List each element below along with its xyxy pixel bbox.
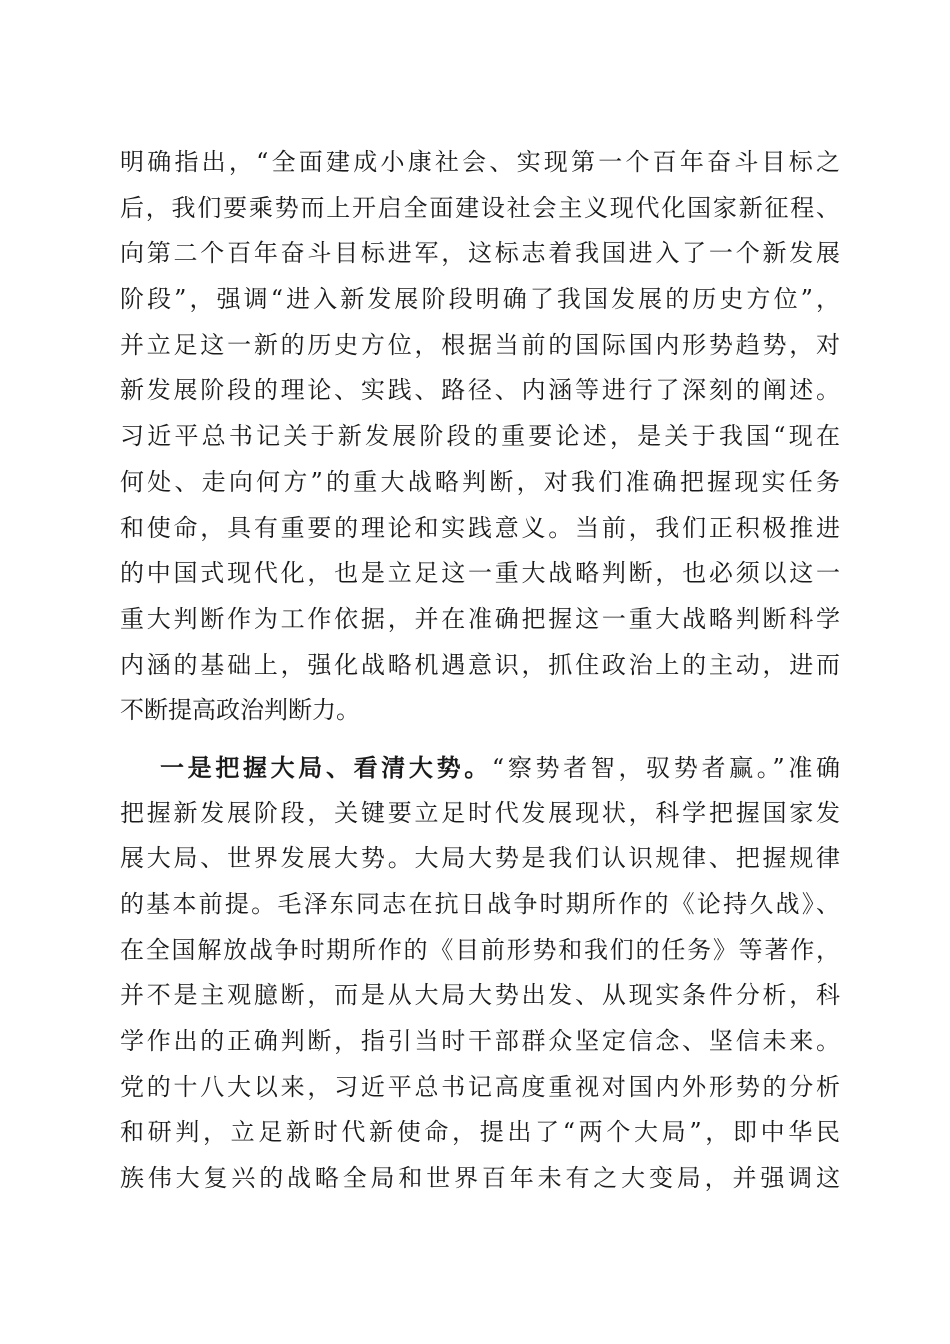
text-line: 并不是主观臆断，而是从大局大势出发、从现实条件分析，科 <box>120 981 840 1010</box>
paragraph-2 <box>120 745 840 1202</box>
text-line: 和使命，具有重要的理论和实践意义。当前，我们正积极推进 <box>120 513 840 542</box>
paragraph-gap <box>120 734 840 745</box>
text-line: 明确指出，“全面建成小康社会、实现第一个百年奋斗目标之 <box>120 148 840 176</box>
text-line: 新发展阶段的理论、实践、路径、内涵等进行了深刻的阐述。 <box>120 376 840 405</box>
text-line: 何处、走向何方”的重大战略判断，对我们准确把握现实任务 <box>120 467 840 496</box>
text-line: 并立足这一新的历史方位，根据当前的国际国内形势趋势，对 <box>120 330 840 359</box>
text-line: 展大局、世界发展大势。大局大势是我们认识规律、把握规律 <box>120 844 840 873</box>
text-line: 内涵的基础上，强化战略机遇意识，抓住政治上的主动，进而 <box>120 650 840 679</box>
text-line: 把握新发展阶段，关键要立足时代发展现状，科学把握国家发 <box>120 798 840 827</box>
text-line: 和研判，立足新时代新使命，提出了“两个大局”，即中华民 <box>120 1118 840 1147</box>
text-line: 党的十八大以来，习近平总书记高度重视对国内外形势的分析 <box>120 1072 840 1101</box>
text-line: 重大判断作为工作依据，并在准确把握这一重大战略判断科学 <box>120 604 840 633</box>
text-line: 族伟大复兴的战略全局和世界百年未有之大变局，并强调这 <box>120 1164 840 1193</box>
text-line: 习近平总书记关于新发展阶段的重要论述，是关于我国“现在 <box>120 422 840 451</box>
text-line: 阶段”，强调“进入新发展阶段明确了我国发展的历史方位”， <box>120 285 840 314</box>
text-line-with-heading <box>120 745 840 791</box>
text-line: 的中国式现代化，也是立足这一重大战略判断，也必须以这一 <box>120 559 840 588</box>
text-line: 不断提高政治判断力。 <box>120 696 360 725</box>
section-heading: 一是把握大局、看清大势。 <box>160 752 492 782</box>
text-line: 学作出的正确判断，指引当时干部群众坚定信念、坚信未来。 <box>120 1027 840 1056</box>
paragraph-1 <box>120 140 840 734</box>
text-line: 向第二个百年奋斗目标进军，这标志着我国进入了一个新发展 <box>120 239 840 268</box>
text-run: “察势者智，驭势者赢。”准确 <box>491 753 840 782</box>
document-body <box>120 140 840 1202</box>
text-line: 在全国解放战争时期所作的《目前形势和我们的任务》等著作， <box>120 935 840 964</box>
text-line: 后，我们要乘势而上开启全面建设社会主义现代化国家新征程、 <box>120 193 840 222</box>
text-line: 的基本前提。毛泽东同志在抗日战争时期所作的《论持久战》、 <box>120 890 840 918</box>
